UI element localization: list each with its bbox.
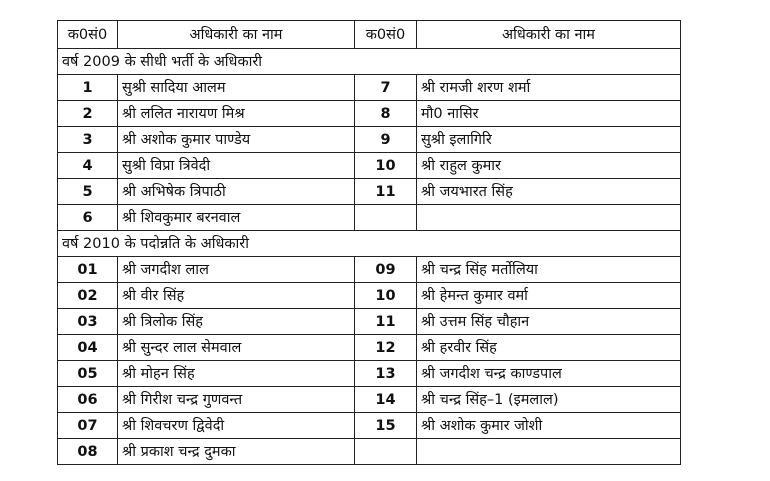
table-row xyxy=(58,361,681,387)
serial-number: 1 xyxy=(58,75,118,101)
serial-number: 10 xyxy=(355,283,417,309)
officer-name: श्री त्रिलोक सिंह xyxy=(118,309,355,335)
table-row xyxy=(58,179,681,205)
serial-number: 7 xyxy=(355,75,417,101)
officer-name: श्री जगदीश चन्द्र काण्डपाल xyxy=(417,361,681,387)
serial-number: 3 xyxy=(58,127,118,153)
officer-name: श्री अशोक कुमार पाण्डेय xyxy=(118,127,355,153)
serial-number: 15 xyxy=(355,413,417,439)
officer-name: श्री अभिषेक त्रिपाठी xyxy=(118,179,355,205)
serial-number: 04 xyxy=(58,335,118,361)
section-title-2010: वर्ष 2010 के पदोन्नति के अधिकारी xyxy=(58,231,681,257)
serial-number: 13 xyxy=(355,361,417,387)
table-row xyxy=(58,153,681,179)
officer-name: श्री शिवचरण द्विवेदी xyxy=(118,413,355,439)
section-title-2009: वर्ष 2009 के सीधी भर्ती के अधिकारी xyxy=(58,49,681,75)
officer-name: सुश्री सादिया आलम xyxy=(118,75,355,101)
serial-number: 6 xyxy=(58,205,118,231)
officer-name: श्री हेमन्त कुमार वर्मा xyxy=(417,283,681,309)
serial-number: 2 xyxy=(58,101,118,127)
serial-number: 4 xyxy=(58,153,118,179)
officer-name: श्री जयभारत सिंह xyxy=(417,179,681,205)
table-row xyxy=(58,205,681,231)
table-row xyxy=(58,257,681,283)
officer-name: श्री चन्द्र सिंह–1 (इमलाल) xyxy=(417,387,681,413)
table-header-row xyxy=(58,21,681,49)
officer-name: मौ0 नासिर xyxy=(417,101,681,127)
serial-number: 02 xyxy=(58,283,118,309)
serial-number: 09 xyxy=(355,257,417,283)
serial-number: 12 xyxy=(355,335,417,361)
serial-number xyxy=(355,205,417,231)
serial-number: 5 xyxy=(58,179,118,205)
serial-number: 01 xyxy=(58,257,118,283)
header-officer-name: अधिकारी का नाम xyxy=(118,21,355,49)
officer-name: श्री मोहन सिंह xyxy=(118,361,355,387)
officer-name: श्री गिरीश चन्द्र गुणवन्त xyxy=(118,387,355,413)
officer-name: सुश्री विप्रा त्रिवेदी xyxy=(118,153,355,179)
officer-name: श्री सुन्दर लाल सेमवाल xyxy=(118,335,355,361)
serial-number: 14 xyxy=(355,387,417,413)
table-row xyxy=(58,387,681,413)
officer-name: श्री राहुल कुमार xyxy=(417,153,681,179)
table-row xyxy=(58,335,681,361)
officer-name: श्री चन्द्र सिंह मर्तोलिया xyxy=(417,257,681,283)
officer-name: श्री जगदीश लाल xyxy=(118,257,355,283)
table-row xyxy=(58,283,681,309)
table-row xyxy=(58,439,681,465)
header-officer-name-2: अधिकारी का नाम xyxy=(417,21,681,49)
officers-table xyxy=(57,20,681,465)
serial-number: 03 xyxy=(58,309,118,335)
serial-number: 11 xyxy=(355,309,417,335)
table-row xyxy=(58,127,681,153)
serial-number: 07 xyxy=(58,413,118,439)
serial-number: 06 xyxy=(58,387,118,413)
section-heading-row xyxy=(58,231,681,257)
table-row xyxy=(58,413,681,439)
header-serial-2: क0सं0 xyxy=(355,21,417,49)
officer-name: श्री वीर सिंह xyxy=(118,283,355,309)
serial-number: 9 xyxy=(355,127,417,153)
serial-number: 08 xyxy=(58,439,118,465)
serial-number: 10 xyxy=(355,153,417,179)
officer-name: श्री शिवकुमार बरनवाल xyxy=(118,205,355,231)
table-row xyxy=(58,75,681,101)
officer-name: श्री उत्तम सिंह चौहान xyxy=(417,309,681,335)
officer-name: श्री प्रकाश चन्द्र दुमका xyxy=(118,439,355,465)
serial-number: 05 xyxy=(58,361,118,387)
officer-name: श्री अशोक कुमार जोशी xyxy=(417,413,681,439)
officer-name xyxy=(417,205,681,231)
officer-name: श्री ललित नारायण मिश्र xyxy=(118,101,355,127)
serial-number: 11 xyxy=(355,179,417,205)
table-row xyxy=(58,309,681,335)
officer-name: सुश्री इलागिरि xyxy=(417,127,681,153)
serial-number xyxy=(355,439,417,465)
officer-name xyxy=(417,439,681,465)
section-heading-row xyxy=(58,49,681,75)
table-row xyxy=(58,101,681,127)
officer-name: श्री हरवीर सिंह xyxy=(417,335,681,361)
header-serial: क0सं0 xyxy=(58,21,118,49)
serial-number: 8 xyxy=(355,101,417,127)
officer-name: श्री रामजी शरण शर्मा xyxy=(417,75,681,101)
